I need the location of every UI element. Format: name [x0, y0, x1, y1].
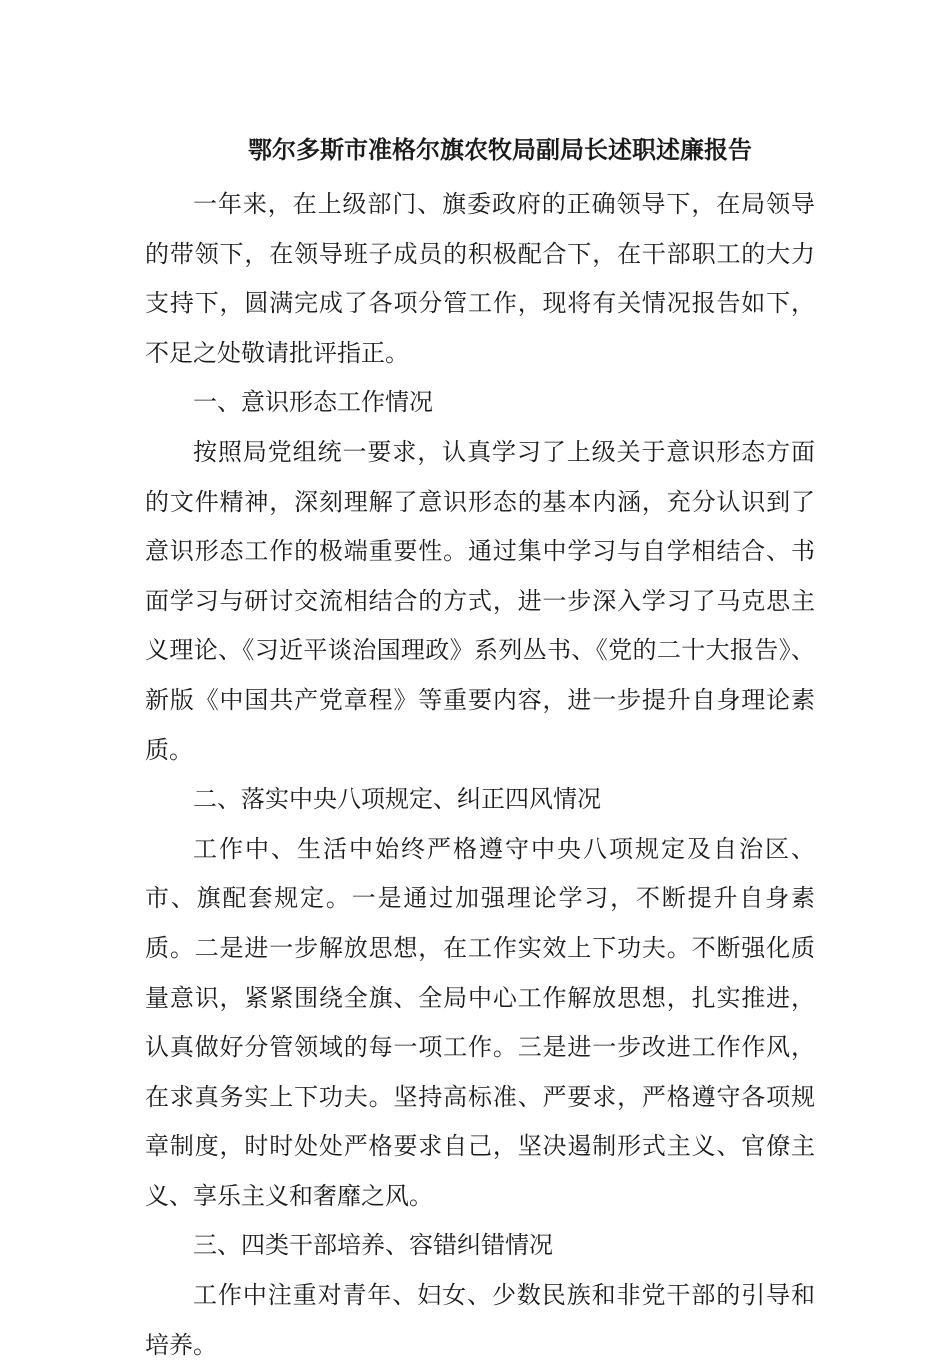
document-body	[145, 180, 815, 1370]
paragraph-section-1: 按照局党组统一要求，认真学习了上级关于意识形态方面的文件精神，深刻理解了意识形态的基本内涵，充分认识到了意识形态工作的极端重要性。通过集中学习与自学相结合、书面学习与研讨交流相结合的方式，进一步深入学习了马克思主义理论、《习近平谈治国理政》系列丛书、《党的二十大报告》、新版《中国共产党章程》等重要内容，进一步提升自身理论素质。	[145, 437, 815, 764]
paragraph-section-2: 工作中、生活中始终严格遵守中央八项规定及自治区、市、旗配套规定。一是通过加强理论学习，不断提升自身素质。二是进一步解放思想，在工作实效上下功夫。不断强化质量意识，紧紧围绕全旗、全局中心工作解放思想，扎实推进，认真做好分管领域的每一项工作。三是进一步改进工作作风，在求真务实上下功夫。坚持高标准、严要求，严格遵守各项规章制度，时时处处严格要求自己，坚决遏制形式主义、官僚主义、享乐主义和奢靡之风。	[145, 834, 815, 1210]
section-heading-1: 一、意识形态工作情况	[193, 388, 433, 417]
section-heading-3: 三、四类干部培养、容错纠错情况	[193, 1231, 553, 1260]
section-heading-2: 二、落实中央八项规定、纠正四风情况	[193, 785, 601, 814]
paragraph-intro: 一年来，在上级部门、旗委政府的正确领导下，在局领导的带领下，在领导班子成员的积极配合下，在干部职工的大力支持下，圆满完成了各项分管工作，现将有关情况报告如下，不足之处敬请批评指正。	[145, 190, 815, 367]
document-title: 鄂尔多斯市准格尔旗农牧局副局长述职述廉报告	[248, 136, 752, 164]
paragraph-section-3: 工作中注重对青年、妇女、少数民族和非党干部的引导和培养。	[145, 1281, 815, 1359]
